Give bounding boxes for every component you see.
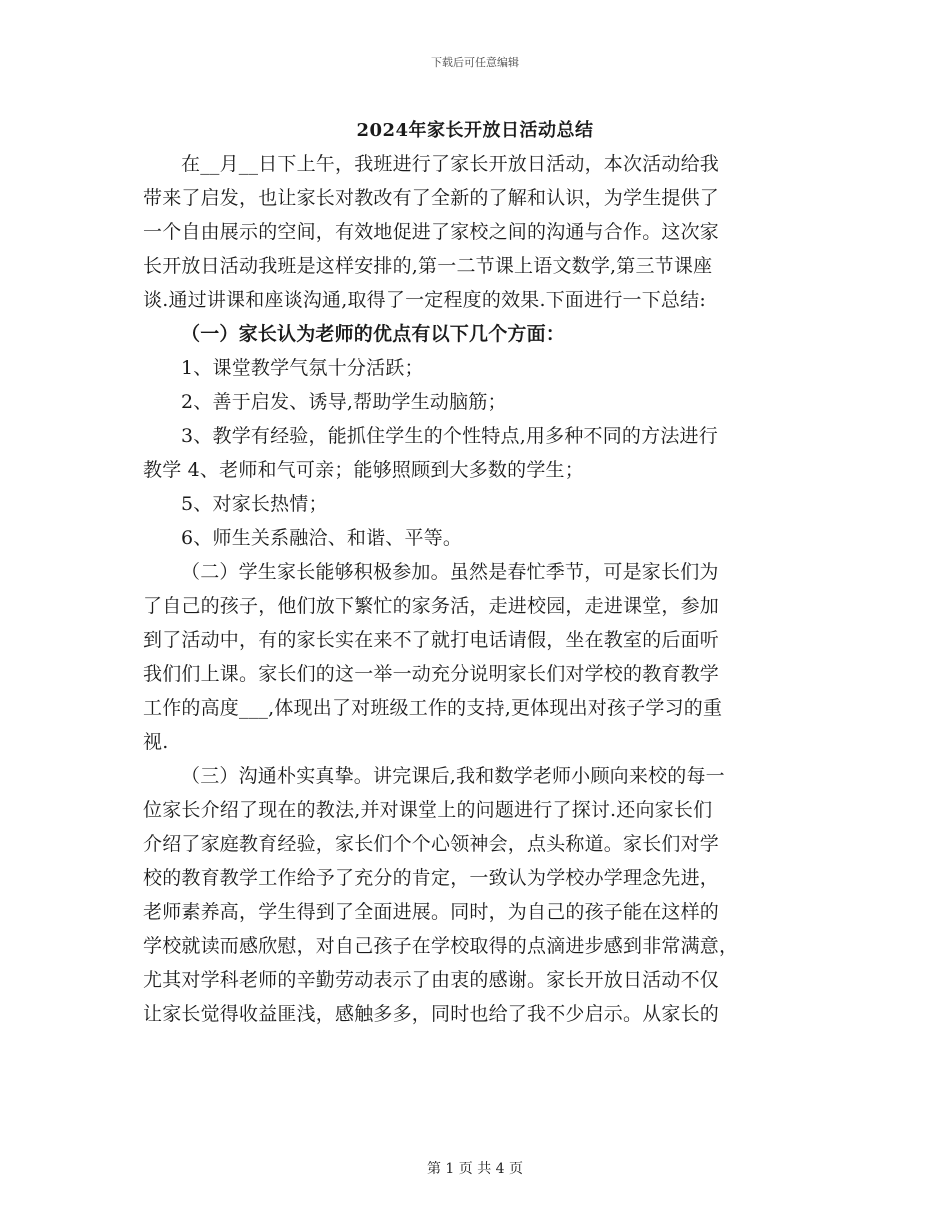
paragraph-line: 到了活动中，有的家长实在来不了就打电话请假，坐在教室的后面听 <box>143 629 720 651</box>
document-body <box>143 147 811 1031</box>
page-footer: 第 1 页 共 4 页 <box>426 1161 524 1177</box>
paragraph-line: 一个自由展示的空间，有效地促进了家校之间的沟通与合作。这次家 <box>143 221 720 243</box>
section-heading: （一）家长认为老师的优点有以下几个方面： <box>181 323 566 345</box>
paragraph-line: （三）沟通朴实真挚。讲完课后,我和数学老师小顾向来校的每一 <box>181 765 725 787</box>
paragraph-line: 介绍了家庭教育经验，家长们个个心领神会，点头称道。家长们对学 <box>143 833 720 855</box>
paragraph-line: 在__月__日下上午，我班进行了家长开放日活动，本次活动给我 <box>181 153 720 175</box>
list-item: 教学 4、老师和气可亲；能够照顾到大多数的学生； <box>143 459 584 481</box>
list-item: 6、师生关系融洽、和谐、平等。 <box>181 527 463 549</box>
paragraph-line: 让家长觉得收益匪浅，感触多多，同时也给了我不少启示。从家长的 <box>143 1003 720 1025</box>
paragraph-line: 带来了启发，也让家长对教改有了全新的了解和认识，为学生提供了 <box>143 187 720 209</box>
paragraph-line: 尤其对学科老师的辛勤劳动表示了由衷的感谢。家长开放日活动不仅 <box>143 969 720 991</box>
paragraph-line: 学校就读而感欣慰，对自己孩子在学校取得的点滴进步感到非常满意， <box>143 935 739 957</box>
document-title: 2024年家长开放日活动总结 <box>356 120 594 141</box>
paragraph-line: 校的教育教学工作给予了充分的肯定，一致认为学校办学理念先进， <box>143 867 720 889</box>
paragraph-line: 了自己的孩子，他们放下繁忙的家务活，走进校园，走进课堂，参加 <box>143 595 720 617</box>
list-item: 3、教学有经验，能抓住学生的个性特点,用多种不同的方法进行 <box>181 425 718 447</box>
paragraph-line: （二）学生家长能够积极参加。虽然是春忙季节，可是家长们为 <box>181 561 719 583</box>
paragraph-line: 老师素养高，学生得到了全面进展。同时，为自己的孩子能在这样的 <box>143 901 720 923</box>
list-item: 2、善于启发、诱导,帮助学生动脑筋； <box>181 391 507 413</box>
paragraph-line: 长开放日活动我班是这样安排的,第一二节课上语文数学,第三节课座 <box>143 255 713 277</box>
list-item: 1、课堂教学气氛十分活跃； <box>181 357 424 379</box>
paragraph-line: 工作的高度___,体现出了对班级工作的支持,更体现出对孩子学习的重 <box>143 697 723 719</box>
list-item: 5、对家长热情； <box>181 493 328 515</box>
paragraph-line: 位家长介绍了现在的教法,并对课堂上的问题进行了探讨.还向家长们 <box>143 799 713 821</box>
paragraph-line: 我们们上课。家长们的这一举一动充分说明家长们对学校的教育教学 <box>143 663 720 685</box>
paragraph-line: 视. <box>143 731 169 753</box>
header-note: 下载后可任意编辑 <box>431 56 519 69</box>
paragraph-line: 谈.通过讲课和座谈沟通,取得了一定程度的效果.下面进行一下总结: <box>143 289 706 311</box>
